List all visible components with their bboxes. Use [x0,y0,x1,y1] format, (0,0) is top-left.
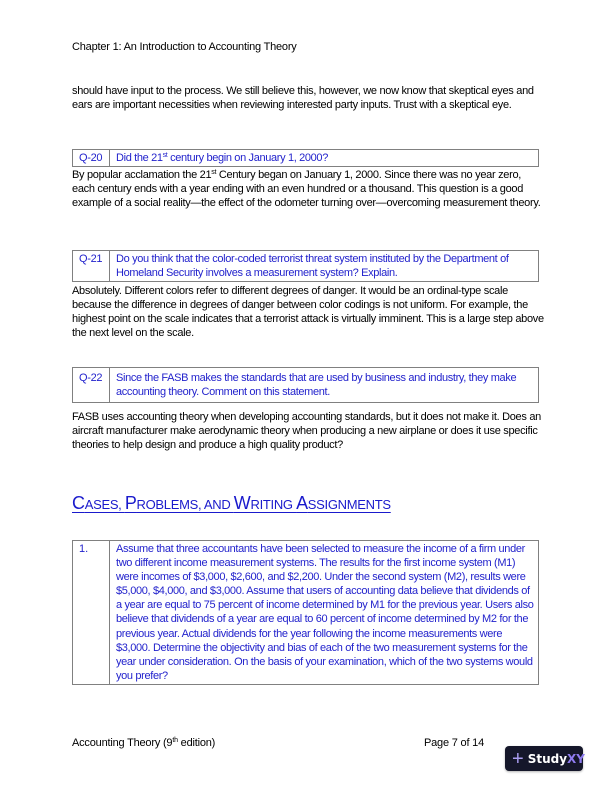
page-header: Chapter 1: An Introduction to Accounting Theory [72,41,297,53]
answer-q22: FASB uses accounting theory when developing accounting standards, but it does not make it. Does an aircraft manufacturer make aerodynamic theory when producing a new airplane or does it use specific theories to help design and produce a high quality product? [72,411,541,451]
question-text-part: century begin on January 1, 2000? [167,152,328,164]
question-number: Q-20 [73,150,110,166]
brand-accent-text: XY [567,751,585,766]
question-box-q21 [72,250,539,282]
answer-text-part: By popular acclamation the 21 [72,169,212,181]
plus-icon: + [512,747,524,770]
title-smallcaps: ROBLEMS, AND [136,497,234,512]
answer-q20 [72,168,544,210]
intro-paragraph: should have input to the process. We still believe this, however, we now know that skeptical eyes and ears are important necessities when reviewing interested party inputs. Trust with a skeptical eye. [72,85,534,111]
question-text-part: Did the 21 [116,152,163,164]
footer-text-part: Accounting Theory (9 [72,737,173,749]
studyxy-badge[interactable] [505,746,583,771]
question-text: Since the FASB makes the standards that are used by business and industry, they make accounting theory. Comment on this statement. [116,372,517,398]
section-title [72,493,391,514]
superscript: st [211,169,217,176]
footer-text-part: edition) [177,737,216,749]
superscript: th [172,737,178,744]
brand-text: Study [527,751,568,766]
question-text: Do you think that the color-coded terrorist threat system instituted by the Department of Homeland Security involves a measurement system? Explain. [116,253,509,279]
problem-text: Assume that three accountants have been selected to measure the income of a firm under two different income measurement systems. The results for the first income system (M1) were incomes of $3,000, $2,600, and $2,200. Under the second system (M2), results were $5,000, $4,000, and $3,000. Assume that users of accounting data believe that dividends of a year are equal to 75 percent of income determined by M1 for the previous year. Users also believe that dividends of a year are equal to 60 percent of income determined by M2 for the previous year. Actual dividends for the year following the income measurements were $3,000. Determine the objectivity and bias of each of the two measurement systems for the year under consideration. On the basis of your examination, which of the two systems would you prefer? [116,543,534,682]
title-initial: W [233,493,251,513]
question-number: Q-22 [73,368,110,402]
title-smallcaps: ASES, [84,497,125,512]
question-number: Q-21 [73,251,110,281]
problem-box-1 [72,540,539,685]
answer-text-part: Century began on January 1, 2000. Since there was no year zero, each century ends with a year ending with an even hundred or a thousand. This question is a good example of a social reality—the effect of the odometer turning over—overcoming measurement theory. [72,169,541,209]
page-number: Page 7 of 14 [424,737,484,749]
title-initial: C [72,493,85,513]
question-box-q22 [72,367,539,403]
question-text [110,150,538,166]
question-box-q20 [72,149,539,167]
superscript: st [162,152,168,159]
title-smallcaps: RITING [250,497,297,512]
title-smallcaps: SSIGNMENTS [307,497,391,512]
title-initial: P [124,493,137,513]
brand-name [528,752,585,766]
footer-book-title [72,737,215,749]
problem-number: 1. [73,541,110,684]
answer-q21: Absolutely. Different colors refer to different degrees of danger. It would be an ordinal-type scale because the difference in degrees of danger between color codings is not uniform. For example, the highest point on the scale indicates that a terrorist attack is virtually imminent. This is a large step above the next level on the scale. [72,285,544,339]
title-initial: A [296,493,308,513]
